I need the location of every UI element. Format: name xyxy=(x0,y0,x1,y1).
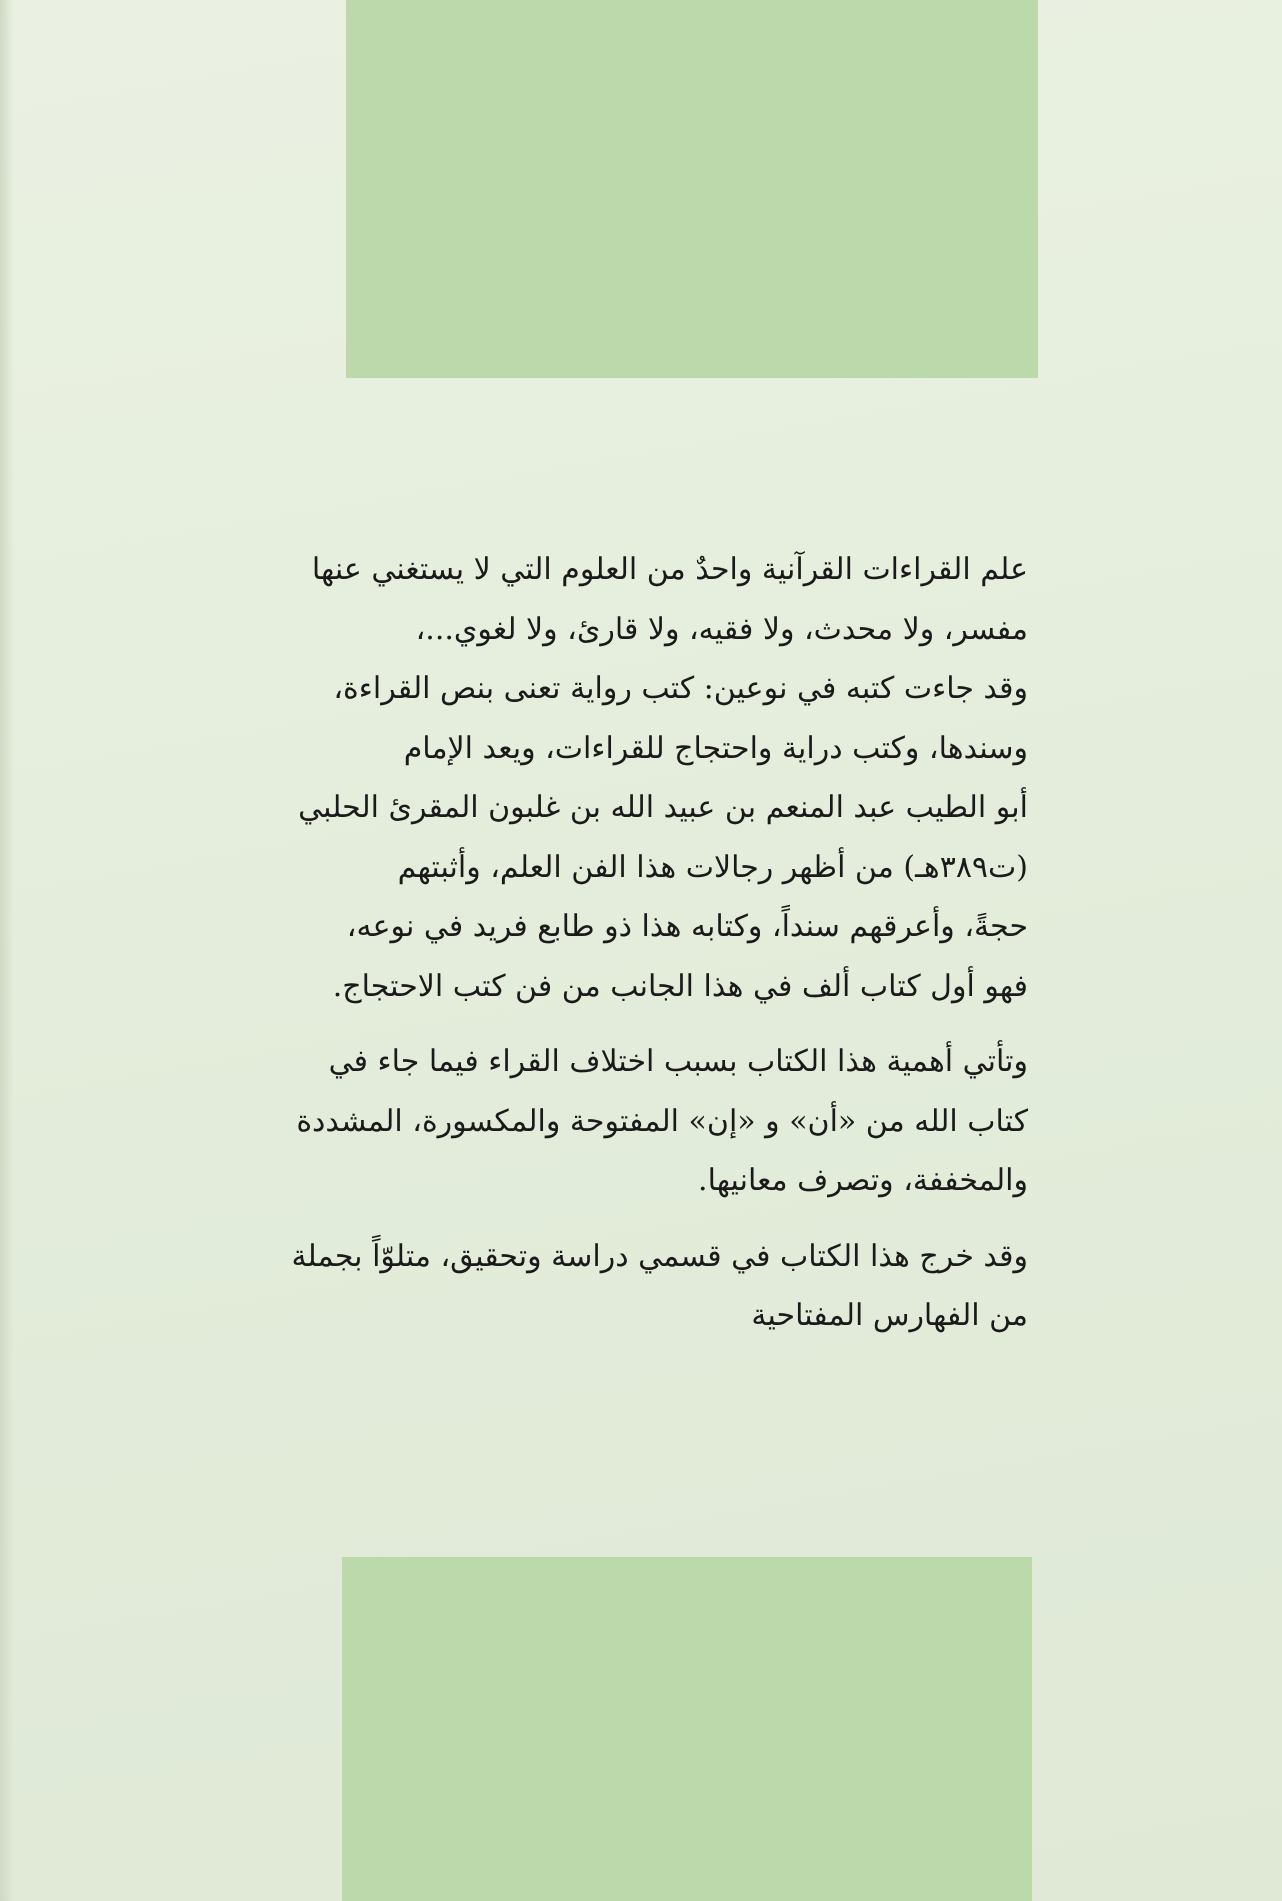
paragraph-structure xyxy=(291,1227,1028,1346)
text-line: كتاب الله من «أن» و «إن» المفتوحة والمكسورة، المشددة xyxy=(296,1103,1028,1139)
description-text xyxy=(291,540,1028,1362)
text-line: من الفهارس المفتاحية xyxy=(751,1298,1028,1333)
text-line: فهو أول كتاب ألف في هذا الجانب من فن كتب الاحتجاج. xyxy=(332,968,1028,1004)
text-line: وتأتي أهمية هذا الكتاب بسبب اختلاف القراء فيما جاء في xyxy=(328,1044,1028,1079)
text-line: مفسر، ولا محدث، ولا فقيه، ولا قارئ، ولا لغوي...، xyxy=(415,611,1028,647)
text-line: والمخففة، وتصرف معانيها. xyxy=(698,1163,1028,1198)
text-line: وقد خرج هذا الكتاب في قسمي دراسة وتحقيق، متلوّاً بجملة xyxy=(291,1238,1028,1274)
text-line: حجةً، وأعرقهم سنداً، وكتابه هذا ذو طابع فريد في نوعه، xyxy=(346,909,1028,944)
paragraph-importance xyxy=(296,1032,1028,1211)
bottom-green-panel xyxy=(342,1557,1032,1901)
text-line: (ت٣٨٩هـ) من أظهر رجالات هذا الفن العلم، وأثبتهم xyxy=(397,849,1028,885)
top-green-panel xyxy=(346,0,1038,378)
text-line: وقد جاءت كتبه في نوعين: كتب رواية تعنى بنص القراءة، xyxy=(333,671,1028,706)
text-line: أبو الطيب عبد المنعم بن عبيد الله بن غلبون المقرئ الحلبي xyxy=(298,790,1028,825)
spine-shadow xyxy=(0,0,14,1901)
text-line: علم القراءات القرآنية واحدٌ من العلوم التي لا يستغني عنها xyxy=(311,552,1028,587)
text-line: وسندها، وكتب دراية واحتجاج للقراءات، ويعد الإمام xyxy=(403,730,1028,766)
paragraph-intro xyxy=(298,540,1028,1016)
